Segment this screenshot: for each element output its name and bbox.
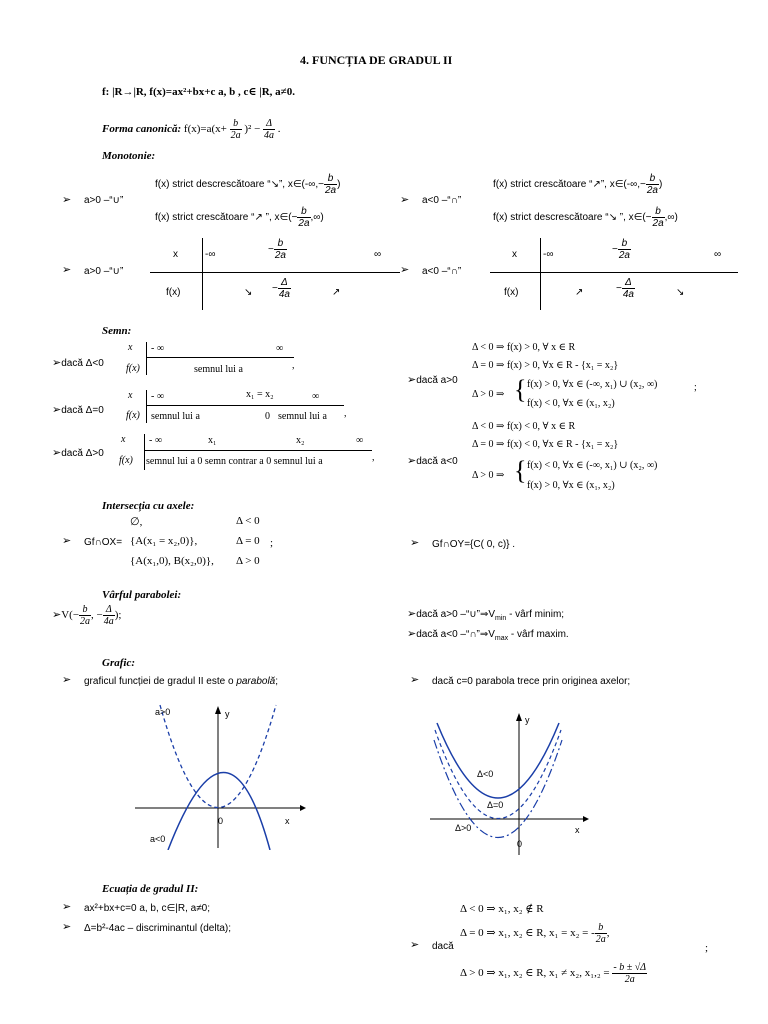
mono-pos-line1: f(x) strict descrescătoare “↘”, x∈(-∞,− $\frac{b}{2a}$ ) — [155, 173, 341, 196]
y-axis-arrow-icon — [516, 713, 522, 721]
semn-a-neg-label: ➢dacă a<0 — [407, 454, 458, 467]
bullet-arrow-icon: ➢ — [410, 536, 420, 549]
label-y: y — [225, 709, 230, 719]
semn-a-neg-case3b: f(x) > 0, ∀x ∈ (x₁, x₂) — [527, 480, 615, 491]
canonical-mid: )² − — [244, 123, 261, 136]
roots-daca: dacă — [432, 941, 454, 952]
semn-delta-neg-label: ➢dacă Δ<0 — [52, 356, 104, 369]
parabola-delta-neg — [437, 723, 559, 798]
ox-case2-cond: Δ = 0 — [236, 535, 260, 547]
semn-a-pos-case2: Δ = 0 ⇒ f(x) > 0, ∀x ∈ R - {x₁ = x₂} — [472, 360, 619, 371]
canonical-frac-delta: $\frac{\Delta}{4a}$ — [264, 118, 275, 141]
mono-neg-line1: f(x) strict crescătoare “↗”, x∈(-∞,− $\frac{b}{2a}$ ) — [493, 173, 663, 196]
increasing-arrow-icon: ↗ — [332, 287, 341, 298]
section-grafic: Grafic: — [102, 657, 135, 669]
brace-icon: { — [514, 375, 527, 404]
graph-a-sign — [130, 700, 310, 850]
label-a-pos: a>0 — [155, 707, 171, 717]
mono-neg-line2: f(x) strict descrescătoare “↘ ”, x∈(− $\frac{b}{2a}$ ,∞) — [493, 206, 678, 229]
decreasing-arrow-icon: ↘ — [676, 287, 685, 298]
bullet-arrow-icon: ➢ — [62, 534, 72, 547]
label-x: x — [285, 816, 290, 826]
section-varf: Vârful parabolei: — [102, 589, 182, 601]
ox-case2: {A(x₁ = x₂,0)}, — [130, 535, 198, 547]
x-axis-arrow-icon — [583, 816, 589, 822]
bullet-arrow-icon: ➢ — [400, 263, 410, 276]
label-origin: 0 — [218, 816, 224, 826]
semn-a-pos-case1: Δ < 0 ⇒ f(x) > 0, ∀ x ∈ R — [472, 342, 576, 353]
table-a-pos-label: a>0 –“∪” — [84, 266, 124, 277]
ox-case1-cond: Δ < 0 — [236, 515, 260, 527]
y-axis-arrow-icon — [215, 706, 221, 714]
semn-delta-zero-label: ➢dacă Δ=0 — [52, 403, 104, 416]
canonical-form — [102, 118, 281, 141]
ox-label: Gf∩OX= — [84, 537, 123, 548]
bullet-arrow-icon: ➢ — [62, 900, 72, 913]
label-delta-neg: Δ<0 — [477, 769, 494, 779]
grafic-text-origin: dacă c=0 parabola trece prin originea axelor; — [432, 676, 631, 687]
increasing-arrow-icon: ↗ — [575, 287, 584, 298]
bullet-arrow-icon: ➢ — [62, 673, 72, 686]
ox-case3-cond: Δ > 0 — [236, 555, 260, 567]
semn-a-pos-label: ➢dacă a>0 — [407, 373, 458, 386]
section-intersectie: Intersecția cu axele: — [102, 500, 195, 512]
x-axis-arrow-icon — [300, 805, 306, 811]
ox-case3: {A(x₁,0), B(x₂,0)}, — [130, 555, 214, 567]
bullet-arrow-icon: ➢ — [62, 263, 72, 276]
label-origin: 0 — [517, 839, 523, 849]
vertex-min: ➢dacă a>0 $-“\cup”\Rightarrow V_{min}$ - vârf minim; — [407, 607, 565, 622]
section-ecuatia: Ecuația de gradul II: — [102, 883, 199, 895]
ox-case1: ∅, — [130, 516, 143, 528]
parabola-delta-pos — [434, 740, 562, 838]
roots-case3: Δ > 0 ⇒ x₁, x₂ ∈ R, x₁ ≠ x₂, x₁,₂ = $\frac{- b \pm √\Delta}{2a}$ — [460, 962, 647, 985]
semn-a-pos-case3a: f(x) > 0, ∀x ∈ (-∞, x₁) ∪ (x₂, ∞) — [527, 379, 658, 390]
canonical-suffix: . — [277, 123, 281, 136]
bullet-arrow-icon: ➢ — [400, 193, 410, 206]
vertex-formula: ➢V(− $\frac{b}{2a}$ , − $\frac{\Delta}{4a}$ ); — [52, 604, 122, 627]
bullet-arrow-icon: ➢ — [410, 673, 420, 686]
semn-a-neg-case3a: f(x) < 0, ∀x ∈ (-∞, x₁) ∪ (x₂, ∞) — [527, 460, 658, 471]
bullet-arrow-icon: ➢ — [62, 920, 72, 933]
table-a-neg-label: a<0 –“∩” — [422, 266, 462, 277]
roots-case1: Δ < 0 ⇒ x₁, x₂ ∉ R — [460, 903, 544, 915]
label-x: x — [575, 825, 580, 835]
canonical-label: Forma canonică: — [102, 123, 182, 136]
section-monotonie: Monotonie: — [102, 150, 156, 162]
vertex-max: ➢dacă a<0 $-“\cap”\Rightarrow V_{max}$ - vârf maxim. — [407, 627, 569, 642]
equation-form: ax²+bx+c=0 a, b, c∈|R, a≠0; — [84, 903, 211, 914]
canonical-frac-b: $\frac{b}{2a}$ — [230, 118, 241, 141]
mono-pos-line2: f(x) strict crescătoare “↗ ”, x∈(− $\frac{b}{2a}$ ,∞) — [155, 206, 324, 229]
bullet-arrow-icon: ➢ — [62, 193, 72, 206]
oy-intersection: Gf∩OY={C( 0, c)} . — [432, 539, 516, 550]
section-semn: Semn: — [102, 325, 132, 337]
semn-a-neg-case1: Δ < 0 ⇒ f(x) < 0, ∀ x ∈ R — [472, 421, 576, 432]
parabola-a-neg — [168, 773, 270, 851]
mono-a-neg-label: a<0 –“∩” — [422, 195, 462, 206]
semn-a-neg-case3-lead: Δ > 0 ⇒ — [472, 470, 505, 481]
semn-a-pos-case3-lead: Δ > 0 ⇒ — [472, 389, 505, 400]
page-title: 4. FUNCȚIA DE GRADUL II — [300, 53, 453, 67]
graph-delta-sign — [425, 705, 600, 860]
canonical-prefix: f(x)=a(x+ — [183, 123, 227, 136]
semn-a-neg-case2: Δ = 0 ⇒ f(x) < 0, ∀x ∈ R - {x₁ = x₂} — [472, 439, 619, 450]
mono-a-pos-label: a>0 –“∪” — [84, 195, 124, 206]
label-a-neg: a<0 — [150, 834, 166, 844]
label-delta-zero: Δ=0 — [487, 800, 504, 810]
semn-delta-pos-label: ➢dacă Δ>0 — [52, 446, 104, 459]
label-y: y — [525, 715, 530, 725]
label-delta-pos: Δ>0 — [455, 823, 472, 833]
brace-icon: { — [514, 456, 527, 485]
semn-a-pos-case3b: f(x) < 0, ∀x ∈ (x₁, x₂) — [527, 398, 615, 409]
grafic-text-parabola: graficul funcției de gradul II este o parabolă; — [84, 676, 279, 687]
decreasing-arrow-icon: ↘ — [244, 287, 253, 298]
bullet-arrow-icon: ➢ — [410, 938, 420, 951]
function-definition: f: |R→|R, f(x)=ax²+bx+c a, b , c∈ |R, a≠0. — [102, 86, 295, 98]
roots-case2: Δ = 0 ⇒ x₁, x₂ ∈ R, x₁ = x₂ = - $\frac{b}{2a}$ , — [460, 922, 610, 945]
discriminant: Δ=b²-4ac – discriminantul (delta); — [84, 923, 232, 934]
